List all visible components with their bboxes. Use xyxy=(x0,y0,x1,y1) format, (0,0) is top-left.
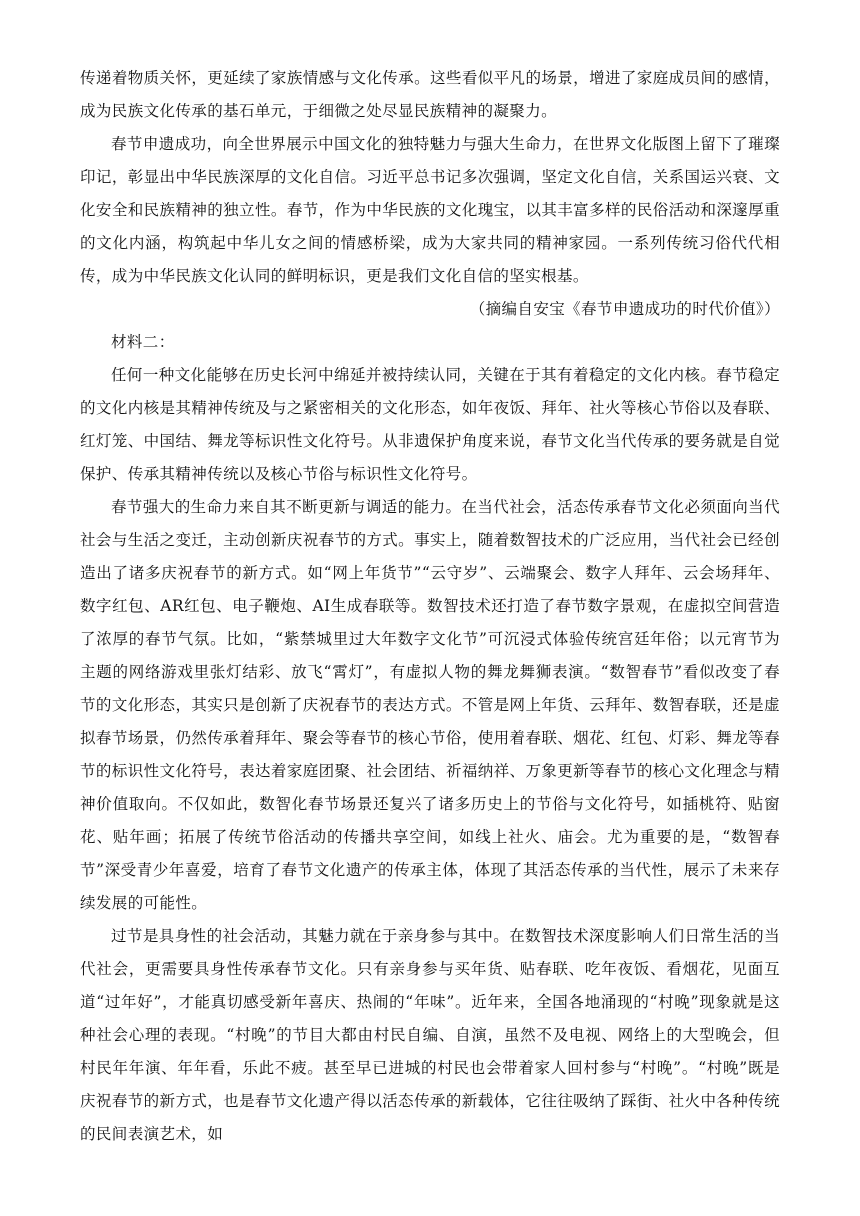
paragraph-cultural-confidence: 春节申遗成功，向全世界展示中国文化的独特魅力与强大生命力，在世界文化版图上留下了璀璨印记，彰显出中华民族深厚的文化自信。习近平总书记多次强调，坚定文化自信，关系国运兴衰、文化安全和民族精神的独立性。春节，作为中华民族的文化瑰宝，以其丰富多样的民俗活动和深邃厚重的文化内涵，构筑起中华儿女之间的情感桥梁，成为大家共同的精神家园。一系列传统习俗代代相传，成为中华民族文化认同的鲜明标识，更是我们文化自信的坚实根基。 xyxy=(80,135,780,285)
paragraph-digital-spring-festival: 春节强大的生命力来自其不断更新与调适的能力。在当代社会，活态传承春节文化必须面向当代社会与生活之变迁，主动创新庆祝春节的方式。事实上，随着数智技术的广泛应用，当代社会已经创造出了诸多庆祝春节的新方式。如“网上年货节”“云守岁”、云端聚会、数字人拜年、云会场拜年、数字红包、AR红包、电子鞭炮、AI生成春联等。数智技术还打造了春节数字景观，在虚拟空间营造了浓厚的春节气氛。比如，“紫禁城里过大年数字文化节”可沉浸式体验传统宫廷年俗；以元宵节为主题的网络游戏里张灯结彩、放飞“霄灯”，有虚拟人物的舞龙舞狮表演。“数智春节”看似改变了春节的文化形态，其实只是创新了庆祝春节的表达方式。不管是网上年货、云拜年、数智春联，还是虚拟春节场景，仍然传承着拜年、聚会等春节的核心节俗，使用着春联、烟花、红包、灯彩、舞龙等春节的标识性文化符号，表达着家庭团聚、社会团结、祈福纳祥、万象更新等春节的核心文化理念与精神价值取向。不仅如此，数智化春节场景还复兴了诸多历史上的节俗与文化符号，如插桃符、贴窗花、贴年画；拓展了传统节俗活动的传播共享空间，如线上社火、庙会。尤为重要的是，“数智春节”深受青少年喜爱，培育了春节文化遗产的传承主体，体现了其活态传承的当代性，展示了未来存续发展的可能性。 xyxy=(80,498,780,912)
paragraph-cultural-core: 任何一种文化能够在历史长河中绵延并被持续认同，关键在于其有着稳定的文化内核。春节稳定的文化内核是其精神传统及与之紧密相关的文化形态，如年夜饭、拜年、社火等核心节俗以及春联、红灯笼、中国结、舞龙等标识性文化符号。从非遗保护角度来说，春节文化当代传承的要务就是自觉保护、传承其精神传统以及核心节俗与标识性文化符号。 xyxy=(80,366,780,483)
document-page xyxy=(80,62,780,1151)
paragraph-embodied-participation: 过节是具身性的社会活动，其魅力就在于亲身参与其中。在数智技术深度影响人们日常生活的当代社会，更需要具身性传承春节文化。只有亲身参与买年货、贴春联、吃年夜饭、看烟花，见面互道“过年好”，才能真切感受新年喜庆、热闹的“年味”。近年来，全国各地涌现的“村晚”现象就是这种社会心理的表现。“村晚”的节目大都由村民自编、自演，虽然不及电视、网络上的大型晚会，但村民年年演、年年看，乐此不疲。甚至早已进城的村民也会带着家人回村参与“村晚”。“村晚”既是庆祝春节的新方式，也是春节文化遗产得以活态传承的新载体，它往往吸纳了踩街、社火中各种传统的民间表演艺术，如 xyxy=(80,927,780,1143)
source-citation: （摘编自安宝《春节申遗成功的时代价值》） xyxy=(469,300,780,318)
continuation-paragraph: 传递着物质关怀，更延续了家族情感与文化传承。这些看似平凡的场景，增进了家庭成员间的感情，成为民族文化传承的基石单元，于细微之处尽显民族精神的凝聚力。 xyxy=(80,69,780,120)
material-two-label: 材料二： xyxy=(111,333,175,351)
